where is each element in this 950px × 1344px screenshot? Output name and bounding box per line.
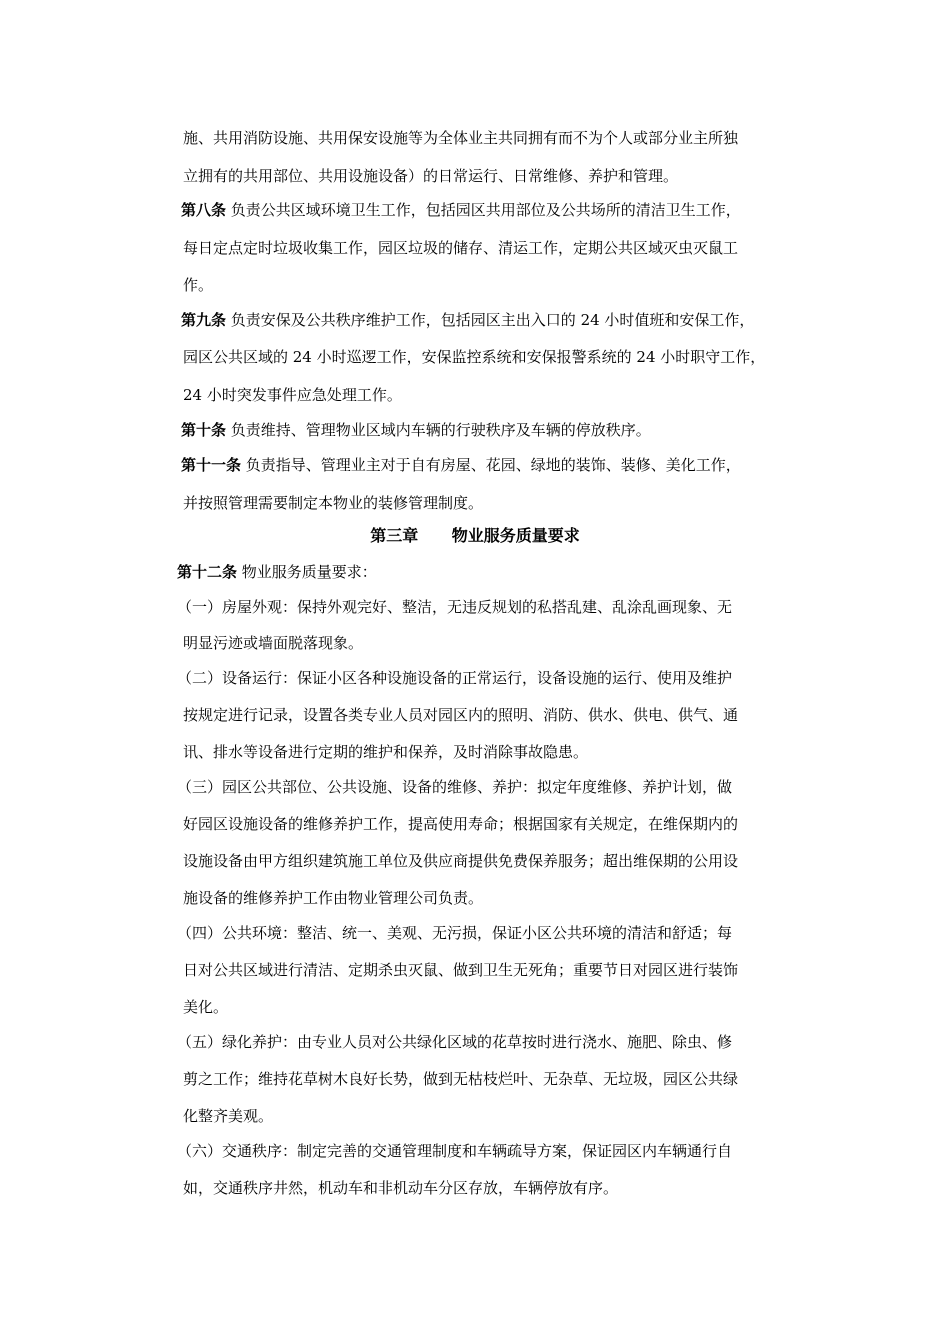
item-line: （三）园区公共部位、公共设施、设备的维修、养护：拟定年度维修、养护计划，做 [177, 778, 733, 796]
article-text: 物业服务质量要求： [241, 563, 377, 581]
article-text: 负责安保及公共秩序维护工作，包括园区主出入口的 24 小时值班和安保工作， [230, 311, 755, 329]
article-text: 负责公共区域环境卫生工作，包括园区共用部位及公共场所的清洁卫生工作， [230, 201, 741, 219]
item-line: 明显污迹或墙面脱落现象。 [183, 634, 364, 652]
article-text: 负责指导、管理业主对于自有房屋、花园、绿地的装饰、装修、美化工作， [245, 456, 741, 474]
article-heading: 第八条 [181, 201, 227, 219]
article-heading: 第十一条 [181, 456, 242, 474]
article-10 [181, 420, 821, 440]
article-8 [181, 200, 821, 220]
article-heading: 第十条 [181, 421, 227, 439]
article-line: 并按照管理需要制定本物业的装修管理制度。 [183, 494, 484, 512]
article-9 [181, 310, 821, 330]
intro-line: 施、共用消防设施、共用保安设施等为全体业主共同拥有而不为个人或部分业主所独 [183, 129, 739, 147]
item-line: （五）绿化养护：由专业人员对公共绿化区域的花草按时进行浇水、施肥、除虫、修 [177, 1033, 733, 1051]
item-line: 化整齐美观。 [183, 1107, 274, 1125]
article-line: 24 小时突发事件应急处理工作。 [183, 386, 402, 404]
item-line: 好园区设施设备的维修养护工作，提高使用寿命；根据国家有关规定，在维保期内的 [183, 815, 739, 833]
item-line: 设施设备由甲方组织建筑施工单位及供应商提供免费保养服务；超出维保期的公用设 [183, 852, 739, 870]
item-line: （二）设备运行：保证小区各种设施设备的正常运行，设备设施的运行、使用及维护 [177, 669, 733, 687]
item-line: （六）交通秩序：制定完善的交通管理制度和车辆疏导方案，保证园区内车辆通行自 [177, 1142, 733, 1160]
article-heading: 第九条 [181, 311, 227, 329]
item-line: 美化。 [183, 998, 229, 1016]
article-line: 园区公共区域的 24 小时巡逻工作，安保监控系统和安保报警系统的 24 小时职守工作， [183, 348, 766, 366]
article-12 [177, 562, 817, 582]
article-line: 每日定点定时垃圾收集工作，园区垃圾的储存、清运工作，定期公共区域灭虫灭鼠工 [183, 239, 739, 257]
intro-line: 立拥有的共用部位、共用设施设备）的日常运行、日常维修、养护和管理。 [183, 167, 679, 185]
article-11 [181, 455, 821, 475]
item-line: 日对公共区域进行清洁、定期杀虫灭鼠、做到卫生无死角；重要节日对园区进行装饰 [183, 961, 739, 979]
item-line: （一）房屋外观：保持外观完好、整洁，无违反规划的私搭乱建、乱涂乱画现象、无 [177, 598, 733, 616]
item-line: 施设备的维修养护工作由物业管理公司负责。 [183, 889, 484, 907]
article-heading: 第十二条 [177, 563, 238, 581]
article-text: 负责维持、管理物业区域内车辆的行驶秩序及车辆的停放秩序。 [230, 421, 651, 439]
item-line: 讯、排水等设备进行定期的维护和保养，及时消除事故隐患。 [183, 743, 589, 761]
article-line: 作。 [183, 276, 214, 294]
item-line: 按规定进行记录，设置各类专业人员对园区内的照明、消防、供水、供电、供气、通 [183, 706, 739, 724]
chapter-number: 第三章 [370, 526, 419, 545]
item-line: 如，交通秩序井然，机动车和非机动车分区存放，车辆停放有序。 [183, 1179, 619, 1197]
item-line: 剪之工作；维持花草树木良好长势，做到无枯枝烂叶、无杂草、无垃圾，园区公共绿 [183, 1070, 739, 1088]
chapter-heading [0, 525, 950, 547]
item-line: （四）公共环境：整洁、统一、美观、无污损，保证小区公共环境的清洁和舒适；每 [177, 924, 733, 942]
chapter-title: 物业服务质量要求 [451, 526, 580, 545]
